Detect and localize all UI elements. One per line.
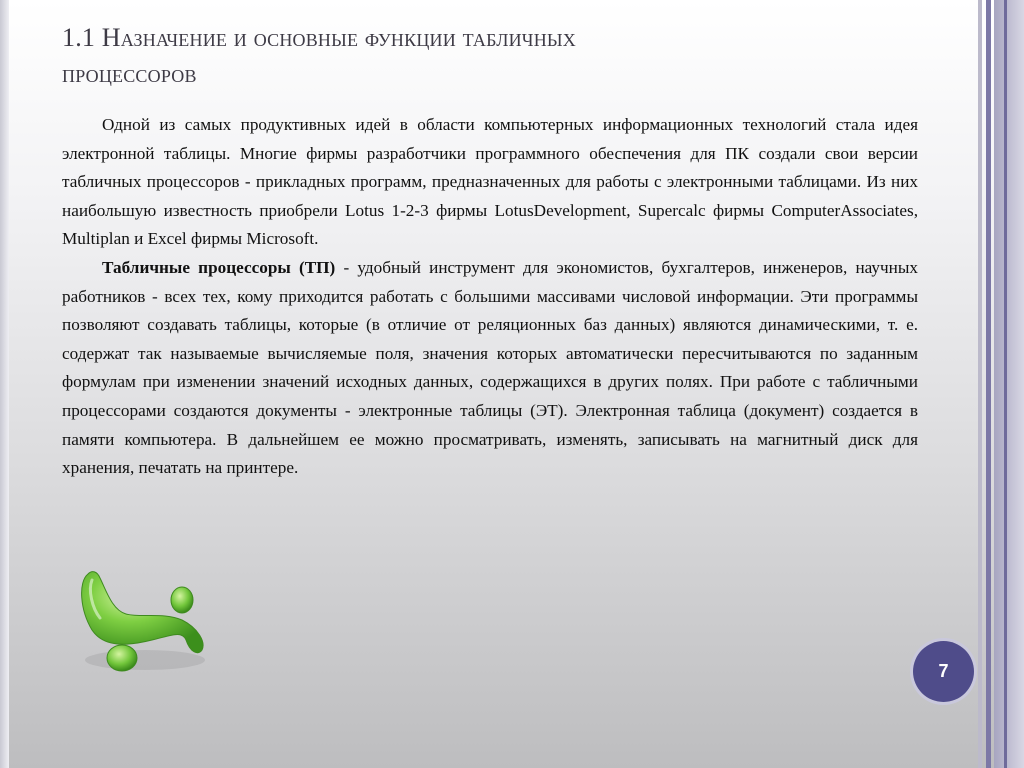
paragraph-2-text: - удобный инструмент для экономистов, бухгалтеров, инженеров, научных работников - всех тех, кому приходится работать с большими массивами числовой информации. Эти программы позволяют создавать таблицы, которые (в отличие от реляционных баз данных) являются динамическими, т. е. содержат так называемые вычисляемые поля, значения которых автоматически пересчитываются по заданным формулам при изменении значений исходных данных, содержащихся в других полях. При работе с табличными процессорами создаются документы - электронные таблицы (ЭТ). Электронная таблица (документ) создается в памяти компьютера. В дальнейшем ее можно просматривать, изменять, записывать на магнитный диск для хранения, печатать на принтере. <box>62 257 918 478</box>
slide-title <box>62 20 822 92</box>
right-border-stripe-4 <box>1004 0 1007 768</box>
slide-title-line1: 1.1 Назначение и основные функции табличных <box>62 23 576 52</box>
left-border <box>0 0 9 768</box>
paragraph-2 <box>62 254 918 483</box>
paragraph-1: Одной из самых продуктивных идей в области компьютерных информационных технологий стала идея электронной таблицы. Многие фирмы разработчики программного обеспечения для ПК создали свои версии табличных процессоров - прикладных программ, предназначенных для работы с электронными таблицами. Из них наибольшую известность приобрели Lotus 1-2-3 фирмы LotusDevelopment, Supercalc фирмы ComputerAssociates, Multiplan и Excel фирмы Microsoft. <box>62 115 918 249</box>
page-number-badge <box>913 641 974 702</box>
right-border-stripe-1 <box>978 0 982 768</box>
paragraph-2-term: Табличные процессоры (ТП) <box>102 257 336 277</box>
slide-title-line2: процессоров <box>62 59 197 88</box>
right-border-stripe-3 <box>994 0 1024 768</box>
slide-body <box>62 111 918 483</box>
excel-logo-icon <box>70 560 210 680</box>
page-number: 7 <box>938 661 949 681</box>
right-border-stripe-2 <box>986 0 991 768</box>
